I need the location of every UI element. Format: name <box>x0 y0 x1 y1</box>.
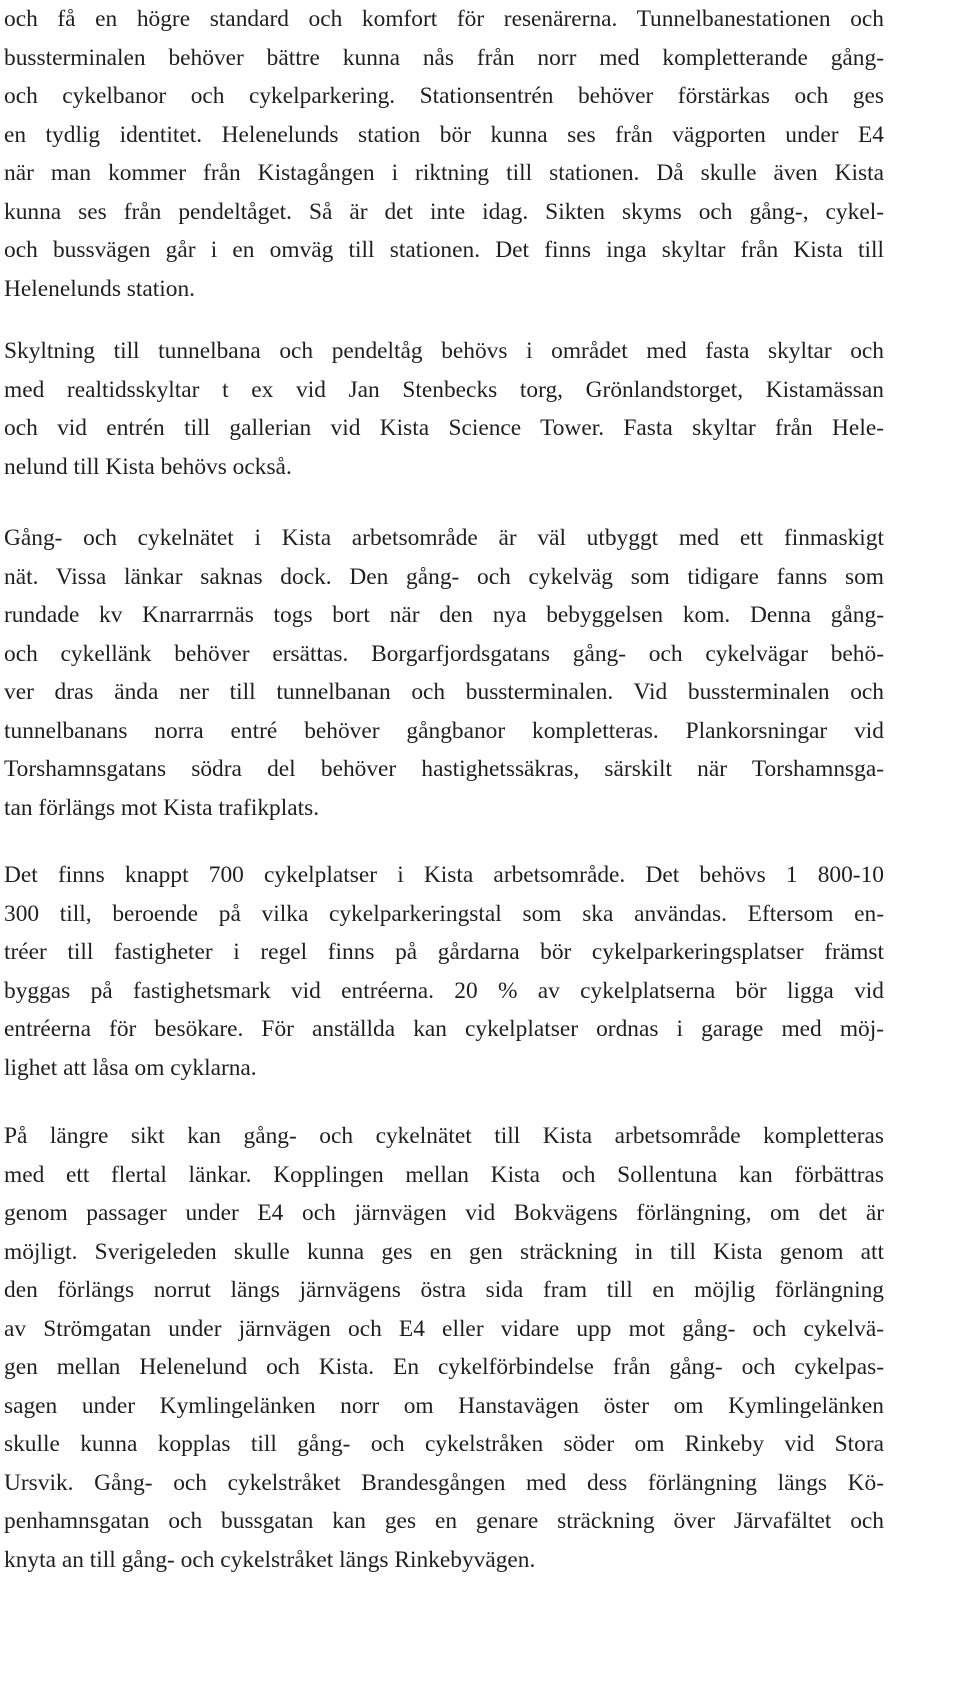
text-line: gen mellan Helenelund och Kista. En cykelförbindelse från gång- och cykelpas- <box>4 1354 884 1380</box>
text-line: av Strömgatan under järnvägen och E4 eller vidare upp mot gång- och cykelvä- <box>4 1315 884 1342</box>
text-line: när man kommer från Kistagången i riktning till stationen. Då skulle även Kista <box>4 160 884 186</box>
text-line: bussterminalen behöver bättre kunna nås från norr med kompletterande gång- <box>4 44 884 71</box>
paragraph-3 <box>4 519 884 827</box>
text-line: genom passager under E4 och järnvägen vid Bokvägens förlängning, om det är <box>4 1200 884 1226</box>
text-line: 300 till, beroende på vilka cykelparkeringstal som ska användas. Eftersom en- <box>4 900 884 927</box>
text-line: möjligt. Sverigeleden skulle kunna ges en gen sträckning in till Kista genom att <box>4 1238 884 1265</box>
text-line: På längre sikt kan gång- och cykelnätet till Kista arbetsområde kompletteras <box>4 1123 884 1149</box>
text-line: den förlängs norrut längs järnvägens östra sida fram till en möjlig förlängning <box>4 1277 884 1303</box>
text-line: tunnelbanans norra entré behöver gångbanor kompletteras. Plankorsningar vid <box>4 717 884 744</box>
text-line: Torshamnsgatans södra del behöver hastighetssäkras, särskilt när Torshamnsga- <box>4 756 884 782</box>
text-line: penhamnsgatan och bussgatan kan ges en genare sträckning över Järvafältet och <box>4 1508 884 1534</box>
text-line: Ursvik. Gång- och cykelstråket Brandesgången med dess förlängning längs Kö- <box>4 1469 884 1496</box>
text-line: sagen under Kymlingelänken norr om Hanstavägen öster om Kymlingelänken <box>4 1392 884 1419</box>
text-line: en tydlig identitet. Helenelunds station bör kunna ses från vägporten under E4 <box>4 121 884 148</box>
text-line: kunna ses från pendeltåget. Så är det inte idag. Sikten skyms och gång-, cykel- <box>4 198 884 225</box>
text-line: Gång- och cykelnätet i Kista arbetsområde är väl utbyggt med ett finmaskigt <box>4 525 884 551</box>
text-line: med realtidsskyltar t ex vid Jan Stenbecks torg, Grönlandstorget, Kistamässan <box>4 376 884 403</box>
text-line: lighet att låsa om cyklarna. <box>4 1054 257 1081</box>
text-line: tan förlängs mot Kista trafikplats. <box>4 794 320 821</box>
text-line: Helenelunds station. <box>4 275 195 302</box>
paragraph-1 <box>4 0 884 308</box>
text-line: knyta an till gång- och cykelstråket längs Rinkebyvägen. <box>4 1546 536 1573</box>
text-line: Skyltning till tunnelbana och pendeltåg behövs i området med fasta skyltar och <box>4 338 884 364</box>
text-line: tréer till fastigheter i regel finns på gårdarna bör cykelparkeringsplatser främst <box>4 939 884 965</box>
text-line: nät. Vissa länkar saknas dock. Den gång- och cykelväg som tidigare fanns som <box>4 563 884 590</box>
text-line: ver dras ända ner till tunnelbanan och bussterminalen. Vid bussterminalen och <box>4 679 884 705</box>
paragraph-2 <box>4 332 884 486</box>
text-line: och cykellänk behöver ersättas. Borgarfjordsgatans gång- och cykelvägar behö- <box>4 640 884 667</box>
text-line: rundade kv Knarrarrnäs togs bort när den nya bebyggelsen kom. Denna gång- <box>4 602 884 628</box>
text-line: och få en högre standard och komfort för resenärerna. Tunnelbanestationen och <box>4 6 884 32</box>
text-line: med ett flertal länkar. Kopplingen mellan Kista och Sollentuna kan förbättras <box>4 1161 884 1188</box>
text-line: skulle kunna kopplas till gång- och cykelstråken söder om Rinkeby vid Stora <box>4 1431 884 1457</box>
paragraph-5 <box>4 1117 884 1579</box>
text-line: entréerna för besökare. För anställda kan cykelplatser ordnas i garage med möj- <box>4 1016 884 1042</box>
text-line: nelund till Kista behövs också. <box>4 453 292 480</box>
text-line: och vid entrén till gallerian vid Kista Science Tower. Fasta skyltar från Hele- <box>4 415 884 441</box>
text-line: och bussvägen går i en omväg till stationen. Det finns inga skyltar från Kista till <box>4 237 884 263</box>
paragraph-4 <box>4 856 884 1087</box>
text-line: och cykelbanor och cykelparkering. Stationsentrén behöver förstärkas och ges <box>4 83 884 109</box>
text-line: Det finns knappt 700 cykelplatser i Kista arbetsområde. Det behövs 1 800-10 <box>4 862 884 888</box>
text-line: byggas på fastighetsmark vid entréerna. 20 % av cykelplatserna bör ligga vid <box>4 977 884 1004</box>
